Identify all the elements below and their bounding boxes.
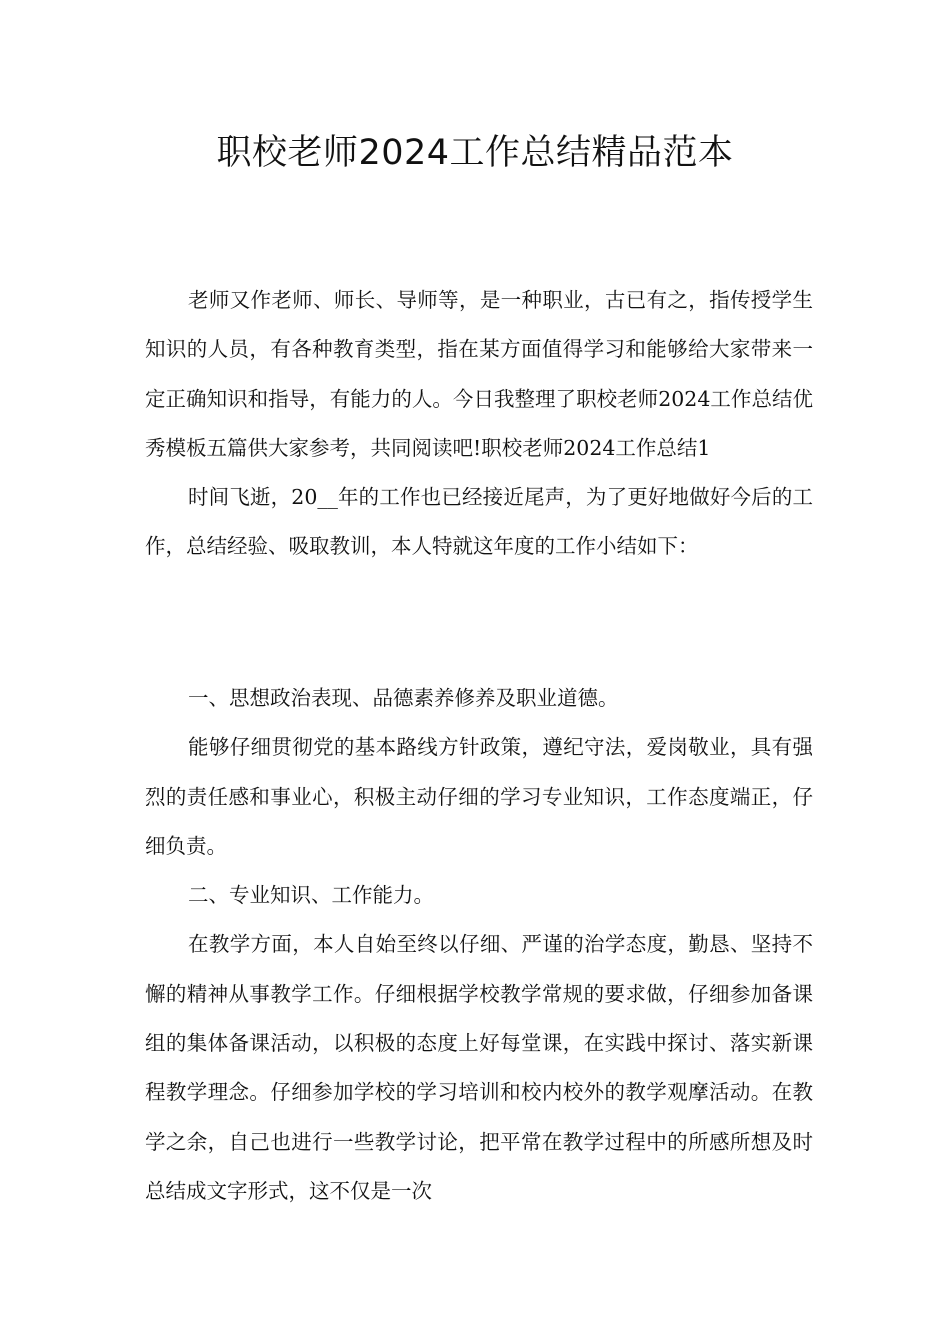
heading-section-two: 二、专业知识、工作能力。 xyxy=(188,883,434,908)
paragraph-time: 时间飞逝，20__年的工作也已经接近尾声，为了更好地做好今后的工作，总结经验、吸取教训，本人特就这年度的工作小结如下： xyxy=(145,485,813,559)
document-body-section-2 xyxy=(145,674,813,1216)
paragraph-ethics: 能够仔细贯彻党的基本路线方针政策，遵纪守法，爱岗敬业，具有强烈的责任感和事业心，积极主动仔细的学习专业知识，工作态度端正，仔细负责。 xyxy=(145,735,813,858)
paragraph-teaching: 在教学方面，本人自始至终以仔细、严谨的治学态度，勤恳、坚持不懈的精神从事教学工作。仔细根据学校教学常规的要求做，仔细参加备课组的集体备课活动，以积极的态度上好每堂课，在实践中探讨、落实新课程教学理念。仔细参加学校的学习培训和校内校外的教学观摩活动。在教学之余，自己也进行一些教学讨论，把平常在教学过程中的所感所想及时总结成文字形式，这不仅是一次 xyxy=(145,932,813,1203)
heading-section-one: 一、思想政治表现、品德素养修养及职业道德。 xyxy=(188,686,619,710)
document-body-section-1 xyxy=(145,276,813,572)
paragraph-intro: 老师又作老师、师长、导师等，是一种职业，古已有之，指传授学生知识的人员，有各种教育类型，指在某方面值得学习和能够给大家带来一定正确知识和指导，有能力的人。今日我整理了职校老师2024工作总结优秀模板五篇供大家参考，共同阅读吧!职校老师2024工作总结1 xyxy=(145,288,813,460)
document-title: 职校老师2024工作总结精品范本 xyxy=(216,133,734,173)
